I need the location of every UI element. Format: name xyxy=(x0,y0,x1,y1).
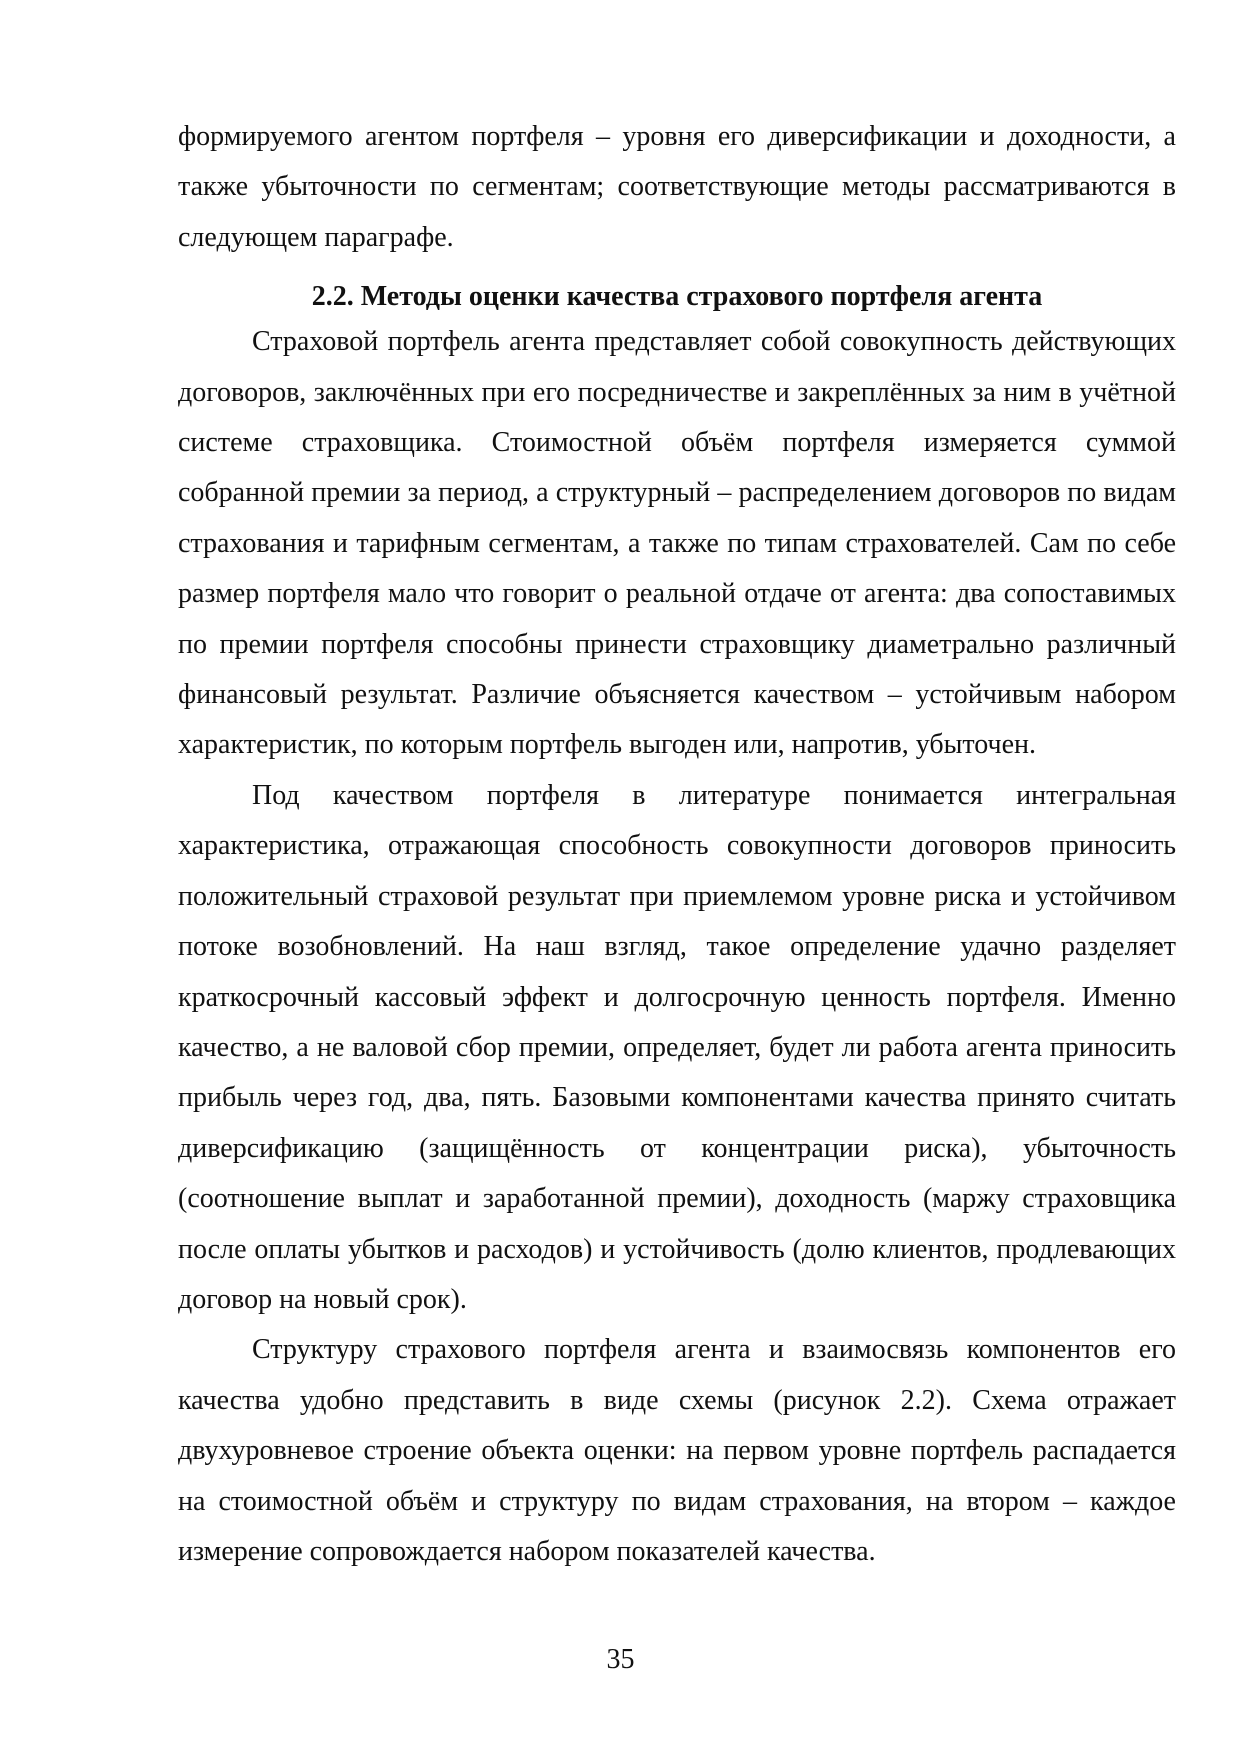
body-paragraph-3: Структуру страхового портфеля агента и взаимосвязь компонентов его качества удобно представить в виде схемы (рисунок 2.2). Схема отражает двухуровневое строение объекта оценки: на первом уровне портфель распадается на стоимостной объём и структуру по видам страхования, на втором – каждое измерение сопровождается набором показателей качества. xyxy=(178,1334,1176,1567)
document-page xyxy=(178,112,1176,1577)
section-heading: 2.2. Методы оценки качества страхового портфеля агента xyxy=(311,281,1043,313)
body-paragraph-2: Под качеством портфеля в литературе понимается интегральная характеристика, отражающая способность совокупности договоров приносить положительный страховой результат при приемлемом уровне риска и устойчивом потоке возобновлений. На наш взгляд, такое определение удачно разделяет краткосрочный кассовый эффект и долгосрочную ценность портфеля. Именно качество, а не валовой сбор премии, определяет, будет ли работа агента приносить прибыль через год, два, пять. Базовыми компонентами качества принято считать диверсификацию (защищённость от концентрации риска), убыточность (соотношение выплат и заработанной премии), доходность (маржу страховщика после оплаты убытков и расходов) и устойчивость (долю клиентов, продлевающих договор на новый срок). xyxy=(178,779,1176,1315)
body-paragraph-1: Страховой портфель агента представляет собой совокупность действующих договоров, заключённых при его посредничестве и закреплённых за ним в учётной системе страховщика. Стоимостной объём портфеля измеряется суммой собранной премии за период, а структурный – распределением договоров по видам страхования и тарифным сегментам, а также по типам страхователей. Сам по себе размер портфеля мало что говорит о реальной отдаче от агента: два сопоставимых по премии портфеля способны принести страховщику диаметрально различный финансовый результат. Различие объясняется качеством – устойчивым набором характеристик, по которым портфель выгоден или, напротив, убыточен. xyxy=(178,326,1176,761)
page-number: 35 xyxy=(606,1644,635,1675)
continuation-paragraph: формируемого агентом портфеля – уровня его диверсификации и доходности, а также убыточности по сегментам; соответствующие методы рассматриваются в следующем параграфе. xyxy=(178,121,1176,253)
